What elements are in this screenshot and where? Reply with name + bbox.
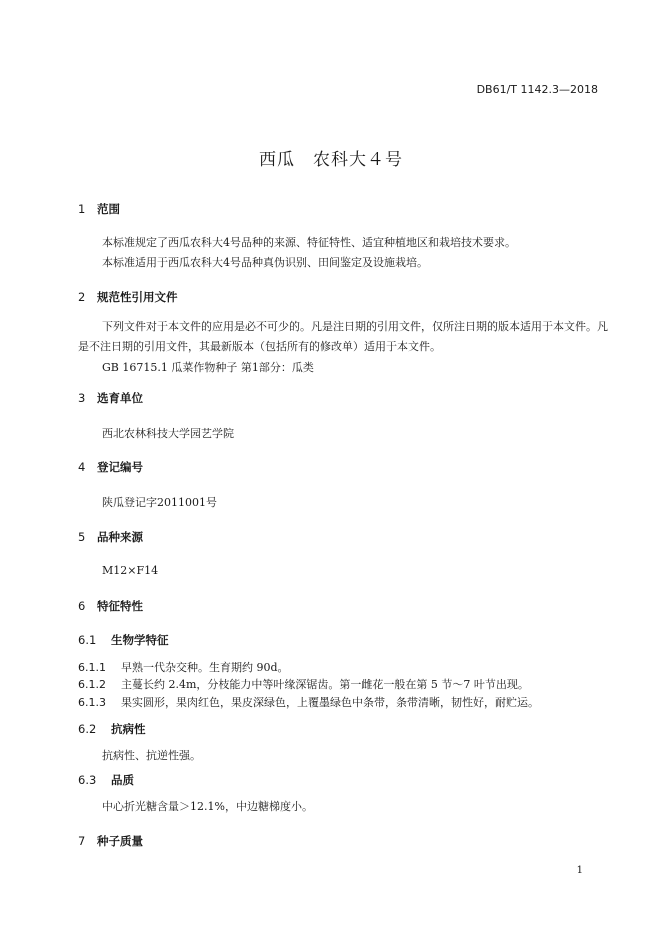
section-4-heading: [78, 459, 143, 475]
paragraph: 本标准适用于西瓜农科大4号品种真伪识别、田间鉴定及设施栽培。: [102, 256, 428, 269]
section-number: 7: [78, 834, 86, 848]
section-title: 特征特性: [97, 599, 143, 613]
subsection-number: 6.1: [78, 633, 97, 647]
subsection-number: 6.3: [78, 773, 97, 787]
paragraph: 本标准规定了西瓜农科大4号品种的来源、特征特性、适宜种植地区和栽培技术要求。: [102, 236, 516, 249]
subsection-title: 生物学特征: [111, 633, 169, 647]
subsection-6-1-heading: [78, 632, 169, 648]
document-title: 西瓜 农科大４号: [259, 150, 403, 170]
subsection-title: 品质: [111, 773, 134, 787]
section-number: 4: [78, 460, 86, 474]
item-text: 主蔓长约 2.4m，分枝能力中等叶缘深锯齿。第一雌花一般在第 5 节～7 叶节出现。: [121, 678, 529, 691]
section-7-heading: [78, 833, 143, 849]
subsection-number: 6.2: [78, 722, 97, 736]
subsection-6-2-heading: [78, 721, 146, 737]
page-number: 1: [576, 865, 583, 876]
item-number: 6.1.1: [78, 661, 106, 674]
section-title: 选育单位: [97, 391, 143, 405]
section-title: 登记编号: [97, 460, 143, 474]
section-title: 范围: [97, 202, 120, 216]
list-item: [78, 659, 289, 675]
paragraph: 中心折光糖含量＞12.1%，中边糖梯度小。: [102, 800, 313, 813]
section-5-heading: [78, 529, 143, 545]
section-number: 5: [78, 530, 86, 544]
section-title: 品种来源: [97, 530, 143, 544]
subsection-title: 抗病性: [111, 722, 146, 736]
section-title: 种子质量: [97, 834, 143, 848]
item-number: 6.1.3: [78, 696, 106, 709]
item-text: 早熟一代杂交种。生育期约 90d。: [121, 661, 289, 674]
paragraph: 西北农林科技大学园艺学院: [102, 427, 234, 440]
section-3-heading: [78, 390, 143, 406]
section-title: 规范性引用文件: [97, 290, 178, 304]
paragraph: M12×F14: [102, 564, 159, 577]
section-6-heading: [78, 598, 143, 614]
paragraph: 陕瓜登记字2011001号: [102, 496, 217, 509]
list-item: [78, 676, 529, 692]
reference-item: GB 16715.1 瓜菜作物种子 第1部分：瓜类: [102, 361, 314, 374]
section-1-heading: [78, 201, 120, 217]
section-2-heading: [78, 289, 178, 305]
section-number: 2: [78, 290, 86, 304]
section-number: 1: [78, 202, 86, 216]
paragraph: 抗病性、抗逆性强。: [102, 749, 201, 762]
subsection-6-3-heading: [78, 772, 134, 788]
paragraph: 下列文件对于本文件的应用是必不可少的。凡是注日期的引用文件，仅所注日期的版本适用于本文件。凡是不注日期的引用文件，其最新版本（包括所有的修改单）适用于本文件。: [78, 320, 608, 353]
document-number: DB61/T 1142.3—2018: [476, 83, 598, 96]
item-text: 果实圆形，果肉红色，果皮深绿色，上覆墨绿色中条带，条带清晰，韧性好，耐贮运。: [121, 696, 539, 709]
item-number: 6.1.2: [78, 678, 106, 691]
list-item: [78, 694, 539, 710]
section-number: 6: [78, 599, 86, 613]
section-number: 3: [78, 391, 86, 405]
